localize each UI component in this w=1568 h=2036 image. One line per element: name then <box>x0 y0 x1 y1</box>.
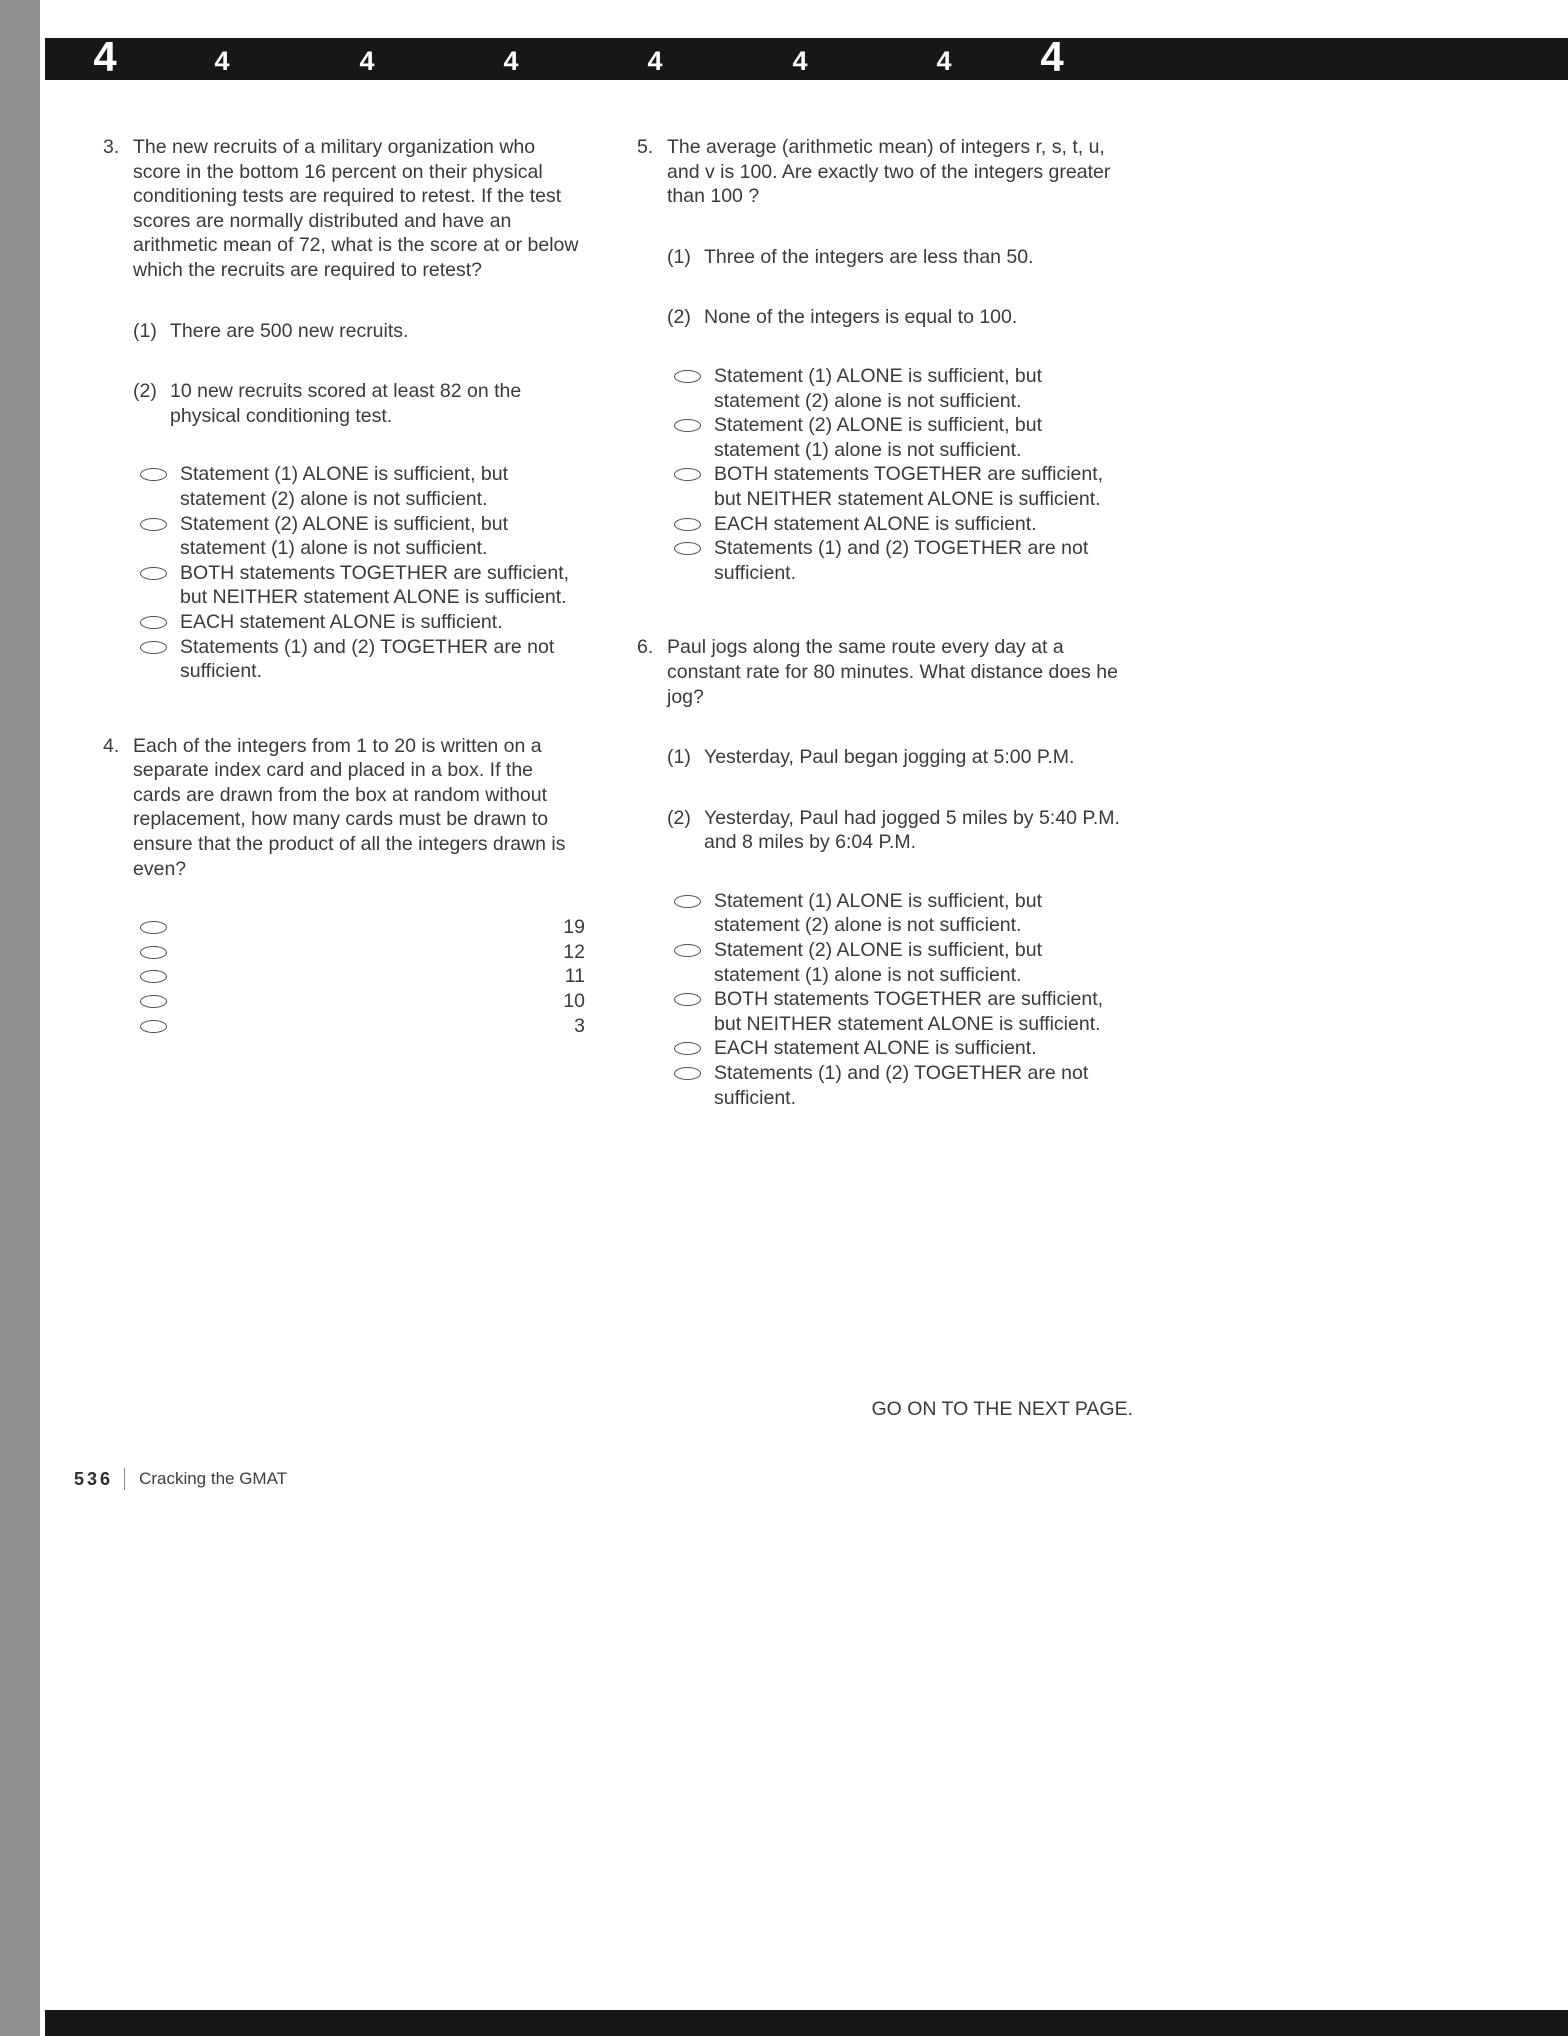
answer-bubble[interactable] <box>674 944 701 957</box>
answer-choice <box>140 610 585 635</box>
go-on-text: GO ON TO THE NEXT PAGE. <box>871 1398 1133 1420</box>
statement-text: None of the integers is equal to 100. <box>704 306 1018 329</box>
answer-choices <box>140 915 585 1038</box>
page-footer <box>74 1468 287 1490</box>
answer-choice-text: Statement (1) ALONE is sufficient, but statement (2) alone is not sufficient. <box>714 889 1043 937</box>
answer-bubble[interactable] <box>674 1067 701 1080</box>
answer-bubble[interactable] <box>674 518 701 531</box>
answer-choice-text: 3 <box>574 1014 585 1037</box>
answer-bubble[interactable] <box>140 567 167 580</box>
answer-choice-text: Statement (2) ALONE is sufficient, but statement (1) alone is not sufficient. <box>180 512 509 560</box>
section-number: 4 <box>214 46 230 76</box>
answer-bubble[interactable] <box>140 616 167 629</box>
answer-choice <box>674 889 1133 938</box>
answer-choice <box>140 635 585 684</box>
answer-choice <box>140 512 585 561</box>
answer-choice <box>674 1061 1133 1110</box>
answer-bubble[interactable] <box>674 1042 701 1055</box>
answer-choices <box>140 462 585 683</box>
answer-bubble[interactable] <box>140 468 167 481</box>
answer-choice-text: Statement (2) ALONE is sufficient, but statement (1) alone is not sufficient. <box>714 414 1043 461</box>
answer-choice-text: Statements (1) and (2) TOGETHER are not sufficient. <box>714 1062 1089 1109</box>
statement-text: 10 new recruits scored at least 82 on the physical conditioning test. <box>170 380 522 427</box>
statement-label: (1) <box>667 746 691 769</box>
question-text: The average (arithmetic mean) of integers r, s, t, u, and v is 100. Are exactly two of the integers greater than 100 ? <box>667 136 1111 208</box>
section-number: 4 <box>792 46 808 76</box>
answer-bubble[interactable] <box>140 1020 167 1033</box>
answer-choices <box>674 364 1133 585</box>
answer-bubble[interactable] <box>140 641 167 654</box>
answer-bubble[interactable] <box>674 993 701 1006</box>
question-number: 3. <box>103 136 120 158</box>
answer-choice-text: 10 <box>563 990 585 1013</box>
answer-bubble[interactable] <box>140 995 167 1008</box>
statement-label: (1) <box>133 319 157 342</box>
answer-bubble[interactable] <box>674 468 701 481</box>
statement-text: Yesterday, Paul began jogging at 5:00 P.M. <box>704 746 1075 769</box>
statement-label: (2) <box>133 380 157 403</box>
statement-2 <box>667 806 1133 855</box>
answer-choice <box>674 413 1133 462</box>
answer-bubble[interactable] <box>674 542 701 555</box>
section-number: 4 <box>1040 33 1064 80</box>
answer-choice <box>140 940 585 965</box>
answer-choice-text: BOTH statements TOGETHER are sufficient, but NEITHER statement ALONE is sufficient. <box>714 463 1104 510</box>
answer-choice-text: Statement (2) ALONE is sufficient, but statement (1) alone is not sufficient. <box>714 939 1043 986</box>
answer-bubble[interactable] <box>140 970 167 983</box>
answer-choice-text: Statement (1) ALONE is sufficient, but statement (2) alone is not sufficient. <box>714 364 1043 412</box>
answer-choice-text: 11 <box>564 965 585 988</box>
answer-choice <box>140 915 585 940</box>
statement-label: (2) <box>667 306 691 329</box>
answer-bubble[interactable] <box>674 370 701 383</box>
question-number: 5. <box>637 136 654 158</box>
question-6 <box>637 635 1133 1110</box>
statement-text: Three of the integers are less than 50. <box>704 245 1034 268</box>
right-column <box>637 135 1133 1110</box>
answer-choice <box>140 989 585 1014</box>
answer-bubble[interactable] <box>140 518 167 531</box>
answer-choice-text: Statements (1) and (2) TOGETHER are not sufficient. <box>180 635 555 683</box>
answer-choice-text: EACH statement ALONE is sufficient. <box>714 512 1037 535</box>
answer-choice <box>674 512 1133 537</box>
answer-choice <box>140 561 585 610</box>
statement-1 <box>667 745 1133 770</box>
answer-choice-text: Statements (1) and (2) TOGETHER are not sufficient. <box>714 537 1089 584</box>
left-margin-strip <box>0 0 40 2036</box>
question-5 <box>637 135 1133 585</box>
section-header-bar <box>45 33 1568 80</box>
answer-choice-text: EACH statement ALONE is sufficient. <box>180 610 503 633</box>
statement-2 <box>667 305 1133 330</box>
answer-choice <box>140 1014 585 1039</box>
footer-page-number: 536 <box>74 1468 114 1489</box>
statement-text: There are 500 new recruits. <box>170 319 409 342</box>
statement-label: (2) <box>667 806 691 829</box>
answer-choice-text: 19 <box>563 916 585 939</box>
bottom-bar <box>45 2010 1568 2036</box>
question-text: Paul jogs along the same route every day at a constant rate for 80 minutes. What distance does he jog? <box>667 636 1118 708</box>
answer-bubble[interactable] <box>674 895 701 908</box>
question-3 <box>103 135 585 684</box>
answer-choice <box>674 987 1133 1036</box>
answer-bubble[interactable] <box>674 419 701 432</box>
statement-text: Yesterday, Paul had jogged 5 miles by 5:40 P.M. and 8 miles by 6:04 P.M. <box>704 806 1120 854</box>
section-number: 4 <box>93 33 117 80</box>
answer-choice <box>674 938 1133 987</box>
answer-choice <box>140 964 585 989</box>
answer-choice <box>140 462 585 511</box>
section-number: 4 <box>936 46 952 76</box>
answer-choice <box>674 1036 1133 1061</box>
question-4 <box>103 734 585 1039</box>
section-number: 4 <box>647 46 663 76</box>
answer-bubble[interactable] <box>140 946 167 959</box>
question-number: 6. <box>637 636 654 659</box>
statement-1 <box>133 319 585 344</box>
answer-choices <box>674 889 1133 1110</box>
answer-choice <box>674 536 1133 585</box>
answer-choice <box>674 364 1133 413</box>
section-number: 4 <box>503 46 519 76</box>
question-text: The new recruits of a military organization who score in the bottom 16 percent on their physical conditioning tests are required to retest. If the test scores are normally distributed and have an arithmetic mean of 72, what is the score at or below which the recruits are required to retest? <box>133 136 579 281</box>
question-text: Each of the integers from 1 to 20 is written on a separate index card and placed in a box. If the cards are drawn from the box at random without replacement, how many cards must be drawn to ensure that the product of all the integers drawn is even? <box>133 734 566 880</box>
answer-bubble[interactable] <box>140 921 167 934</box>
answer-choice-text: Statement (1) ALONE is sufficient, but statement (2) alone is not sufficient. <box>180 463 509 510</box>
answer-choice <box>674 462 1133 511</box>
answer-choice-text: BOTH statements TOGETHER are sufficient, but NEITHER statement ALONE is sufficient. <box>714 988 1104 1035</box>
answer-choice-text: 12 <box>563 940 585 963</box>
answer-choice-text: EACH statement ALONE is sufficient. <box>714 1037 1037 1060</box>
statement-1 <box>667 245 1133 270</box>
section-number: 4 <box>359 46 375 76</box>
statement-2 <box>133 379 585 428</box>
footer-divider <box>124 1468 125 1490</box>
left-column <box>103 135 585 1038</box>
question-number: 4. <box>103 734 120 757</box>
answer-choice-text: BOTH statements TOGETHER are sufficient, but NEITHER statement ALONE is sufficient. <box>180 561 570 609</box>
statement-label: (1) <box>667 245 691 268</box>
footer-book-title: Cracking the GMAT <box>139 1469 288 1488</box>
